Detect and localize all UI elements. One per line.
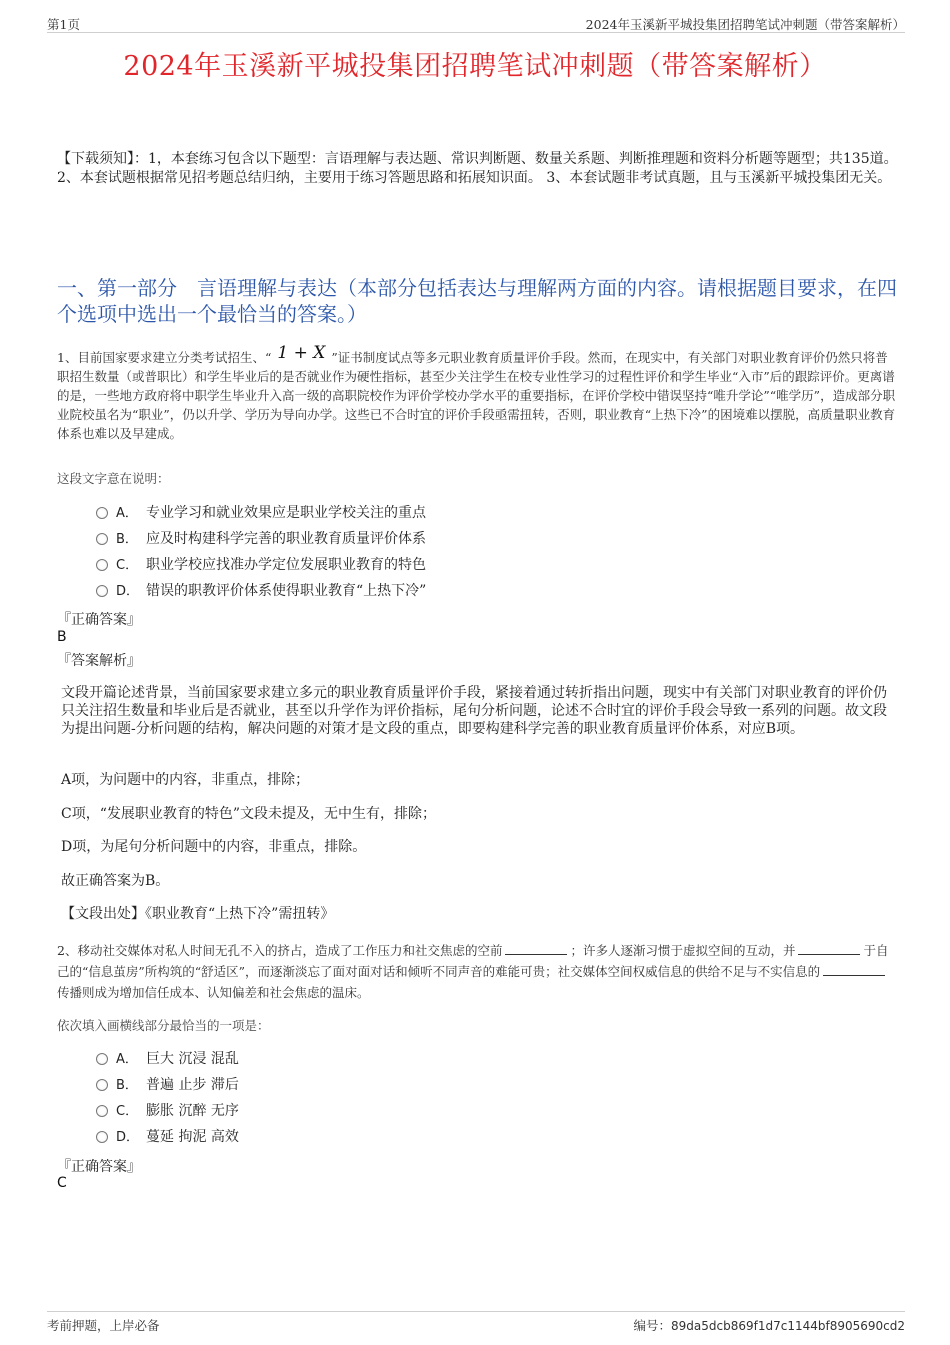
header-doc-title: 2024年玉溪新平城投集团招聘笔试冲刺题（带答案解析） bbox=[585, 17, 905, 32]
question-2-option-a[interactable]: A． 巨大 沉浸 混乱 bbox=[96, 1049, 239, 1075]
question-1-options bbox=[96, 503, 426, 607]
fill-blank-2 bbox=[798, 942, 860, 955]
page-number: 第1页 bbox=[47, 17, 80, 32]
fill-blank-1 bbox=[505, 942, 567, 955]
question-1-option-c[interactable]: C． 职业学校应找准办学定位发展职业教育的特色 bbox=[96, 555, 426, 581]
radio-icon[interactable] bbox=[96, 1131, 108, 1143]
question-1-answer: B bbox=[57, 629, 67, 645]
question-1-text-after: ”证书制度试点等多元职业教育质量评价手段。然而，在现实中，有关部门对职业教育评价仍然只将普职招生数量（或普职比）和学生毕业后的是否就业作为硬性指标，甚至少关注学生在校专业性学习的过程性评价和学生毕业“入市”后的跟踪评价。更离谱的是，一些地方政府将中职学生毕业升入高一级的高职院校作为评价学校办学水平的重要指标，在评价学校中错误坚持“唯升学论”“唯学历”，造成部分职业院校虽名为“职业”，仍以升学、学历为导向办学。这些已不合时宜的评价手段亟需扭转，否则，职业教育“上热下冷”的困境难以摆脱，高质量职业教育体系也难以及早建成。 bbox=[57, 350, 896, 441]
question-1-answer-label: 『正确答案』 bbox=[57, 612, 141, 628]
footer-code-label: 编号： bbox=[633, 1318, 671, 1333]
question-1-prompt: 这段文字意在说明： bbox=[57, 471, 170, 486]
question-2-option-c[interactable]: C． 膨胀 沉醉 无序 bbox=[96, 1101, 239, 1127]
question-1-text-before: 1、目前国家要求建立分类考试招生、“ bbox=[57, 350, 272, 365]
question-2-option-b[interactable]: B． 普遍 止步 滞后 bbox=[96, 1075, 239, 1101]
radio-icon[interactable] bbox=[96, 507, 108, 519]
radio-icon[interactable] bbox=[96, 585, 108, 597]
question-1-text bbox=[57, 343, 899, 443]
question-1-analysis-label: 『答案解析』 bbox=[57, 653, 141, 669]
question-1-option-a[interactable]: A． 专业学习和就业效果应是职业学校关注的重点 bbox=[96, 503, 426, 529]
question-2-prompt: 依次填入画横线部分最恰当的一项是： bbox=[57, 1018, 270, 1033]
footer-slogan: 考前押题，上岸必备 bbox=[47, 1318, 160, 1333]
question-2-answer: C bbox=[57, 1175, 67, 1191]
question-1-analysis-conclusion: 故正确答案为B。 bbox=[61, 873, 170, 889]
section-heading: 一、第一部分 言语理解与表达（本部分包括表达与理解两方面的内容。请根据题目要求，在四个选项中选出一个最恰当的答案。） bbox=[57, 276, 897, 326]
fill-blank-3 bbox=[823, 963, 885, 976]
question-1-source: 【文段出处】《职业教育“上热下冷”需扭转》 bbox=[61, 906, 335, 922]
question-1-analysis-c: C项，“发展职业教育的特色”文段未提及，无中生有，排除； bbox=[61, 806, 437, 822]
question-2-options bbox=[96, 1049, 239, 1153]
page-header bbox=[47, 14, 905, 33]
radio-icon[interactable] bbox=[96, 1053, 108, 1065]
footer-code bbox=[633, 1316, 905, 1334]
radio-icon[interactable] bbox=[96, 533, 108, 545]
question-1-option-d[interactable]: D． 错误的职教评价体系使得职业教育“上热下冷” bbox=[96, 581, 426, 607]
question-1-analysis-a: A项，为问题中的内容，非重点，排除； bbox=[61, 772, 310, 788]
radio-icon[interactable] bbox=[96, 1079, 108, 1091]
radio-icon[interactable] bbox=[96, 1105, 108, 1117]
question-2-text: 2、移动社交媒体对私人时间无孔不入的挤占，造成了工作压力和社交焦虑的空前 ；许多人逐渐习惯于虚拟空间的互动，并 于自己的“信息茧房”所构筑的“舒适区”，而逐渐淡忘了面对面对话和倾听不同声音的难能可贵；社交媒体空间权威信息的供给不足与不实信息的传播则成为增加信任成本、认知偏差和社会焦虑的温床。 bbox=[57, 943, 889, 1000]
question-2-option-d[interactable]: D． 蔓延 拘泥 高效 bbox=[96, 1127, 239, 1153]
download-notice: 【下载须知】：1，本套练习包含以下题型：言语理解与表达题、常识判断题、数量关系题、判断推理题和资料分析题等题型；共135道。 2、本套试题根据常见招考题总结归纳，主要用于练习答题思路和拓展知识面。 3、本套试题非考试真题，且与玉溪新平城投集团无关。 bbox=[57, 151, 898, 186]
page-footer bbox=[47, 1311, 905, 1332]
question-1-analysis-d: D项，为尾句分析问题中的内容，非重点，排除。 bbox=[61, 839, 367, 855]
radio-icon[interactable] bbox=[96, 559, 108, 571]
question-1-option-b[interactable]: B． 应及时构建科学完善的职业教育质量评价体系 bbox=[96, 529, 426, 555]
footer-code-value: 89da5dcb869f1d7c1144bf8905690cd2 bbox=[671, 1319, 905, 1333]
question-2-answer-label: 『正确答案』 bbox=[57, 1159, 141, 1175]
document-title: 2024年玉溪新平城投集团招聘笔试冲刺题（带答案解析） bbox=[123, 51, 827, 82]
question-1-analysis-paragraph: 文段开篇论述背景，当前国家要求建立多元的职业教育质量评价手段，紧接着通过转折指出问题，现实中有关部门对职业教育的评价仍只关注招生数量和毕业后是否就业，甚至以升学作为评价指标，尾句分析问题，论述不合时宜的评价手段会导致一系列的问题。故文段为提出问题-分析问题的结构，解决问题的对策才是文段的重点，即要构建科学完善的职业教育质量评价体系，对应B项。 bbox=[61, 685, 887, 737]
formula-1-plus-x: 1 + X bbox=[277, 343, 326, 363]
